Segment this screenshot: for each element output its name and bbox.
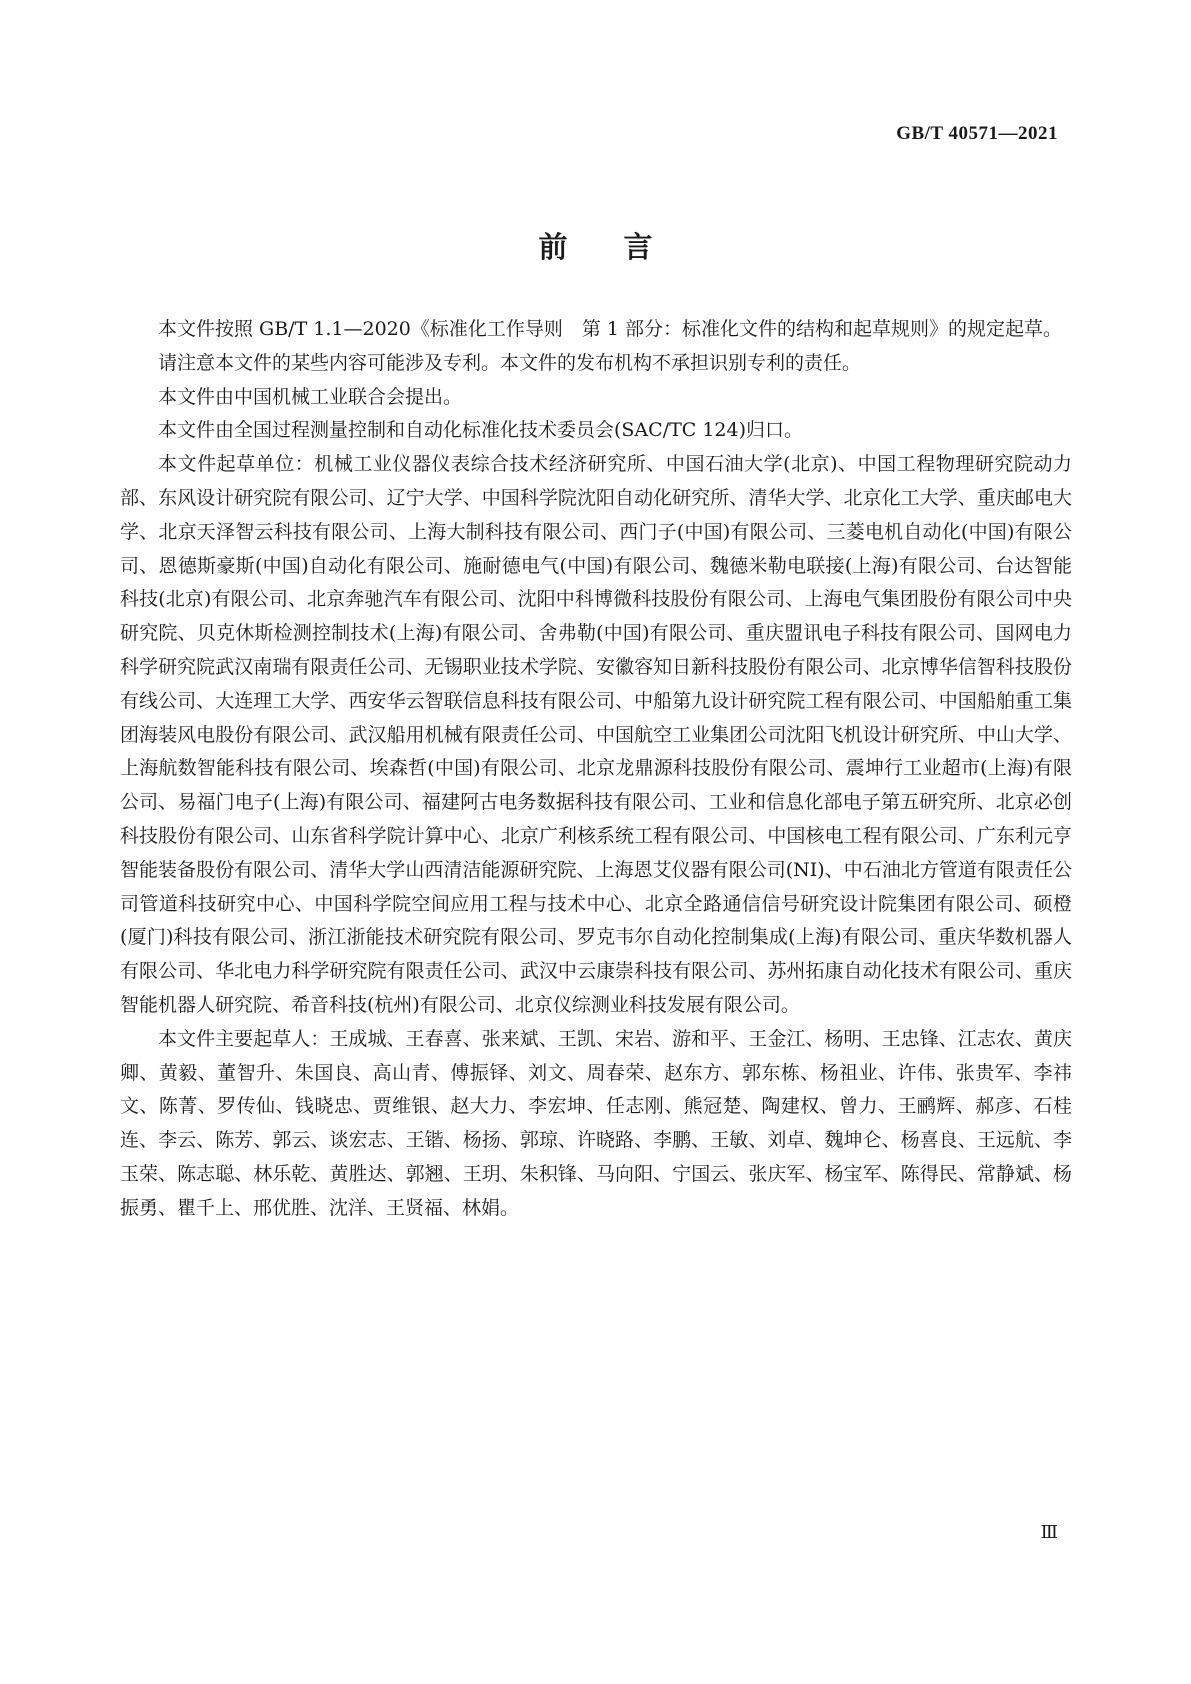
paragraph-committee: 本文件由全国过程测量控制和自动化标准化技术委员会(SAC/TC 124)归口。 — [158, 419, 804, 442]
standard-number: GB/T 40571—2021 — [896, 123, 1058, 144]
paragraph-drafting-rules: 本文件按照 GB/T 1.1—2020《标准化工作导则 第 1 部分：标准化文件的结构和起草规则》的规定起草。 — [158, 318, 1063, 340]
paragraph-patent-notice: 请注意本文件的某些内容可能涉及专利。本文件的发布机构不承担识别专利的责任。 — [158, 351, 862, 374]
paragraph-drafting-organizations: 本文件起草单位：机械工业仪器仪表综合技术经济研究所、中国石油大学(北京)、中国工程物理研究院动力部、东风设计研究院有限公司、辽宁大学、中国科学院沈阳自动化研究所、清华大学、北京化工大学、重庆邮电大学、北京天泽智云科技有限公司、上海大制科技有限公司、西门子(中国)有限公司、三菱电机自动化(中国)有限公司、恩德斯豪斯(中国)自动化有限公司、施耐德电气(中国)有限公司、魏德米勒电联接(上海)有限公司、台达智能科技(北京)有限公司、北京奔驰汽车有限公司、沈阳中科博微科技股份有限公司、上海电气集团股份有限公司中央研究院、贝克休斯检测控制技术(上海)有限公司、舍弗勒(中国)有限公司、重庆盟讯电子科技有限公司、国网电力科学研究院武汉南瑞有限责任公司、无锡职业技术学院、安徽容知日新科技股份有限公司、北京博华信智科技股份有线公司、大连理工大学、西安华云智联信息科技有限公司、中船第九设计研究院工程有限公司、中国船舶重工集团海装风电股份有限公司、武汉船用机械有限责任公司、中国航空工业集团公司沈阳飞机设计研究所、中山大学、上海航数智能科技有限公司、埃森哲(中国)有限公司、北京龙鼎源科技股份有限公司、震坤行工业超市(上海)有限公司、易福门电子(上海)有限公司、福建阿古电务数据科技有限公司、工业和信息化部电子第五研究所、北京必创科技股份有限公司、山东省科学院计算中心、北京广利核系统工程有限公司、中国核电工程有限公司、广东利元亨智能装备股份有限公司、清华大学山西清洁能源研究院、上海恩艾仪器有限公司(NI)、中石油北方管道有限责任公司管道科技研究中心、中国科学院空间应用工程与技术中心、北京全路通信信号研究设计院集团有限公司、硕橙(厦门)科技有限公司、浙江浙能技术研究院有限公司、罗克韦尔自动化控制集成(上海)有限公司、重庆华数机器人有限公司、华北电力科学研究院有限责任公司、武汉中云康崇科技有限公司、苏州拓康自动化技术有限公司、重庆智能机器人研究院、希音科技(杭州)有限公司、北京仪综测业科技发展有限公司。 — [120, 453, 1072, 1016]
paragraph-drafters: 本文件主要起草人：王成城、王春喜、张来斌、王凯、宋岩、游和平、王金江、杨明、王忠锋、江志农、黄庆卿、黄毅、董智升、朱国良、高山青、傅振铎、刘文、周春荣、赵东方、郭东栋、杨祖业、许伟、张贵军、李祎文、陈菁、罗传仙、钱晓忠、贾维银、赵大力、李宏坤、任志刚、熊冠楚、陶建权、曾力、王鹂辉、郝彦、石桂连、李云、陈芳、郭云、谈宏志、王锴、杨扬、郭琼、许晓路、李鹏、王敏、刘卓、魏坤仑、杨喜良、王远航、李玉荣、陈志聪、林乐乾、黄胜达、郭翘、王玥、朱积锋、马向阳、宁国云、张庆军、杨宝军、陈得民、常静斌、杨振勇、瞿千上、邢优胜、沈洋、王贤福、林娟。 — [120, 1027, 1072, 1219]
paragraph-proposer: 本文件由中国机械工业联合会提出。 — [158, 385, 463, 408]
foreword-body — [120, 313, 1072, 1226]
page-number: Ⅲ — [1040, 1522, 1058, 1542]
page-title: 前言 — [538, 230, 709, 264]
